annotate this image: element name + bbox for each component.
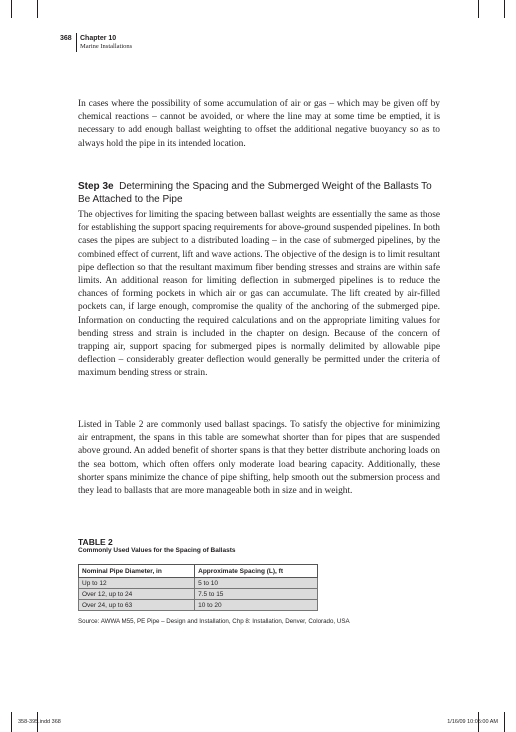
crop-mark-top-left [11,0,12,18]
crop-mark-bottom-left [11,712,12,732]
section-title: Marine Installations [80,43,133,50]
chapter-title: Chapter 10 [80,35,117,42]
table-source-note: Source: AWWA M55, PE Pipe – Design and Installation, Chp 8: Installation, Denver, Colorado, USA [78,618,350,625]
crop-mark-bottom-right [504,712,505,732]
column-header-diameter: Nominal Pipe Diameter, in [79,565,195,578]
table-cell: 10 to 20 [195,600,318,611]
ballast-spacing-table [78,564,318,611]
crop-mark-top-left-inner [37,0,38,18]
table-row [79,578,318,589]
intro-paragraph: In cases where the possibility of some accumulation of air or gas – which may be given off by chemical reactions – cannot be avoided, or where the line may at some time be emptied, it is necessary to add enough ballast weighting to offset the additional negative buoyancy so as to always hold the pipe in its intended location. [78,99,440,149]
header-divider [76,33,77,52]
table-cell: Over 24, up to 63 [79,600,195,611]
column-header-spacing: Approximate Spacing (L), ft [195,565,318,578]
table-header-row [79,565,318,578]
step-label: Step 3e [78,181,114,192]
table-label: TABLE 2 [78,537,113,547]
footer-timestamp: 1/16/09 10:05:00 AM [447,719,498,725]
step-heading [78,180,440,206]
table-row [79,589,318,600]
crop-mark-top-right [504,0,505,18]
table-cell: 5 to 10 [195,578,318,589]
paragraph-ballast-objectives: The objectives for limiting the spacing between ballast weights are essentially the same as those for establishing the support spacing requirements for above-ground suspended pipelines. In both cases the pipes are subject to a distributed loading – in the case of submerged pipelines, by the combined effect of current, lift and wave actions. The objective of the design is to limit resultant pipe deflection so that the resultant maximum fiber bending stresses and strains are within safe limits. An additional reason for limiting deflection in submerged pipelines is to reduce the chances of forming pockets in which air or gas can accumulate. The lift created by air-filled pockets can, if large enough, compromise the quality of the anchoring of the submerged pipe. Information on conducting the required calculations and on the appropriate limiting values for bending stress and strain is included in the chapter on design. Because of the concern of trapping air, support spacing for submerged pipes is normally delimited by allowable pipe deflection – considerably greater deflection would generally be permitted under the criteria of maximum bending stress or strain. [78,210,440,379]
crop-mark-top-right-inner [478,0,479,18]
table-row [79,600,318,611]
table-cell: Over 12, up to 24 [79,589,195,600]
table-caption: Commonly Used Values for the Spacing of Ballasts [78,547,236,554]
step-title: Determining the Spacing and the Submerged Weight of the Ballasts To Be Attached to the Pipe [78,181,432,205]
paragraph-ballast-spacings: Listed in Table 2 are commonly used ballast spacings. To satisfy the objective for minimizing air entrapment, the spans in this table are somewhat shorter than for pipes that are suspended above ground. An added benefit of shorter spans is that they better distribute anchoring loads on the sea bottom, which often offers only moderate load bearing capacity. Additionally, these shorter spans minimize the chance of pipe shifting, help smooth out the submersion process and they lead to ballasts that are more manageable both in size and in weight. [78,420,440,497]
page-number: 368 [60,35,72,42]
table-cell: Up to 12 [79,578,195,589]
footer-file-info: 358-395.indd 368 [18,719,61,725]
table-cell: 7.5 to 15 [195,589,318,600]
